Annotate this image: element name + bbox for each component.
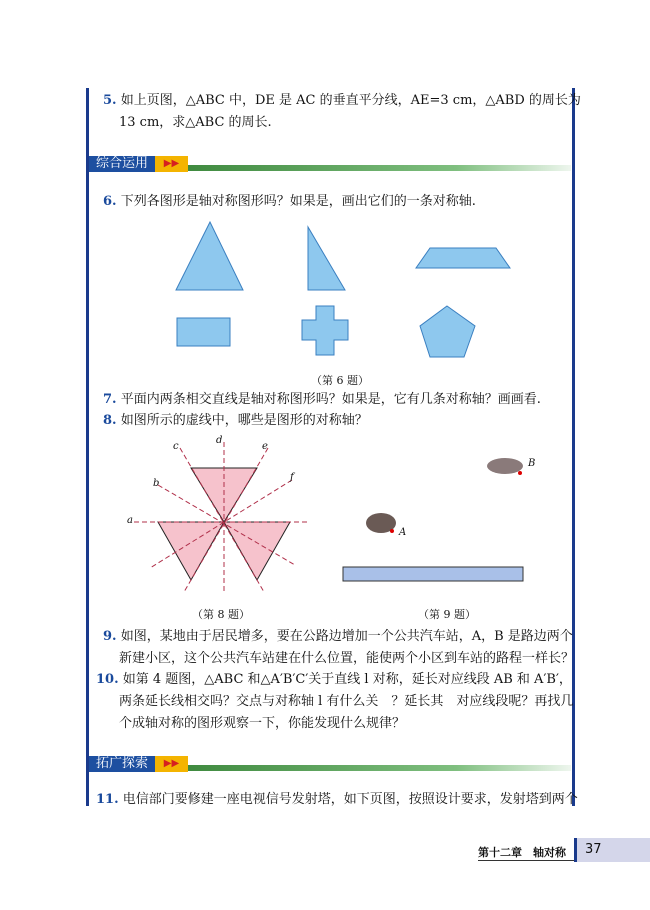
question-9-line2: 新建小区，这个公共汽车站建在什么位置，能使两个小区到车站的路程一样长？	[119, 651, 575, 666]
question-text: 电信部门要修建一座电视信号发射塔，如下页图，按照设计要求，发射塔到两个	[122, 792, 578, 807]
triangle-left	[158, 522, 224, 580]
question-10-line3: 个成轴对称的图形观察一下，你能发现什么规律？	[119, 716, 406, 731]
question-number: 5.	[103, 93, 117, 108]
point-b-label: B	[528, 458, 536, 469]
question-number: 10.	[96, 672, 119, 687]
page-number: 37	[577, 838, 650, 862]
question-text: 如第 4 题图，△ABC 和△A′B′C′关于直线 l 对称，延长对应线段 AB 和 A′B′，	[122, 672, 572, 687]
axis-label-a: a	[127, 515, 133, 526]
triangle-right	[224, 522, 290, 580]
road	[343, 567, 523, 581]
section-label: 综合运用	[89, 156, 155, 172]
axis-label-f: f	[290, 472, 294, 483]
question-number: 8.	[103, 413, 117, 428]
section-label: 拓广探索	[89, 756, 155, 772]
isosceles-triangle	[176, 222, 243, 290]
question-number: 7.	[103, 392, 117, 407]
pentagon	[420, 306, 475, 357]
question-7	[103, 389, 541, 411]
right-triangle	[308, 227, 345, 290]
figure-caption: （第 8 题）	[192, 608, 250, 621]
section-header-extension	[89, 756, 571, 772]
trapezoid	[416, 248, 510, 268]
figure-caption: （第 9 题）	[418, 608, 476, 621]
question-number: 6.	[103, 194, 117, 209]
point-a-label: A	[399, 527, 407, 538]
question-10-line1	[96, 669, 572, 691]
question-text: 下列各图形是轴对称图形吗？如果是，画出它们的一条对称轴.	[120, 194, 476, 209]
question-text: 如图，某地由于居民增多，要在公路边增加一个公共汽车站，A，B 是路边两个	[120, 629, 573, 644]
arrows-icon: ▶▶	[155, 756, 188, 772]
question-text: 如图所示的虚线中，哪些是图形的对称轴？	[120, 413, 368, 428]
question-11	[96, 789, 578, 811]
footer-rule	[478, 860, 574, 861]
axis-label-e: e	[262, 441, 268, 452]
question-8	[103, 410, 368, 432]
axis-label-b: b	[153, 478, 160, 489]
figure-caption: （第 6 题）	[311, 374, 369, 387]
question-text: 如上页图，△ABC 中，DE 是 AC 的垂直平分线，AE=3 cm，△ABD 的周长为	[120, 93, 581, 108]
section-divider	[188, 765, 571, 771]
question-text: 平面内两条相交直线是轴对称图形吗？如果是，它有几条对称轴？画画看.	[120, 392, 541, 407]
axis-label-d: d	[216, 435, 223, 446]
cross	[302, 306, 348, 355]
arrows-icon: ▶▶	[155, 156, 188, 172]
community-b-image	[487, 458, 523, 474]
rectangle	[177, 318, 230, 346]
axis-label-c: c	[173, 441, 179, 452]
question-number: 11.	[96, 792, 119, 807]
question-number: 9.	[103, 629, 117, 644]
question-10-line2: 两条延长线相交吗？交点与对称轴 l 有什么关 ？延长其 对应线段呢？再找几	[119, 694, 574, 709]
chapter-title: 第十二章 轴对称	[478, 846, 566, 859]
question-9-line1	[103, 626, 573, 648]
question-5-line2: 13 cm，求△ABC 的周长.	[119, 115, 272, 130]
